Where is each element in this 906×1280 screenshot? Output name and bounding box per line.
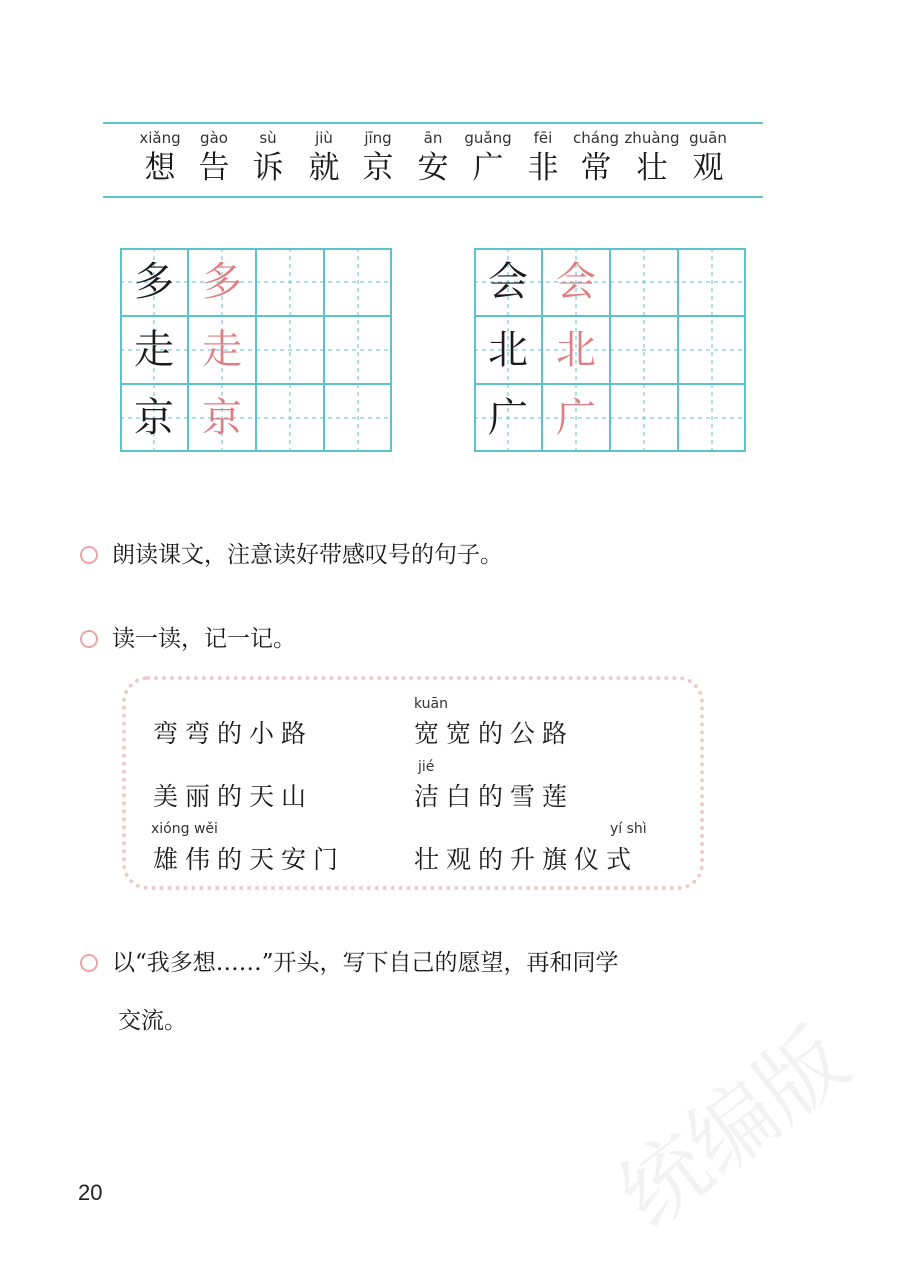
vocab-item: [680, 128, 736, 188]
vocab-char: 壮: [636, 150, 668, 186]
phrase-pinyin: jié: [418, 759, 435, 775]
trace-char: 北: [556, 327, 596, 373]
phrase: 洁白的雪莲: [414, 782, 575, 811]
trace-char: 走: [202, 327, 242, 373]
trace-char: 广: [556, 395, 596, 441]
vocab-item: [350, 128, 406, 188]
model-char: 京: [134, 395, 174, 441]
instruction-write: [80, 946, 619, 980]
vocab-pinyin: sù: [259, 129, 277, 147]
vocab-char: 常: [580, 150, 612, 186]
vocab-pinyin: jīng: [364, 129, 392, 147]
vocab-char: 广: [472, 150, 504, 186]
vocab-char: 诉: [252, 150, 284, 186]
model-char: 多: [134, 259, 174, 305]
vocab-pinyin: xiǎng: [139, 129, 181, 147]
vocab-char: 安: [417, 150, 449, 186]
trace-char: 多: [202, 259, 242, 305]
vocab-pinyin: fēi: [533, 129, 553, 147]
phrase-pinyin: yí shì: [610, 821, 647, 837]
vocab-item: [240, 128, 296, 188]
vocab-pinyin: guān: [689, 129, 727, 147]
model-char: 广: [488, 395, 528, 441]
writing-grid-left: [120, 248, 392, 452]
trace-char: 京: [202, 395, 242, 441]
vocab-item: [624, 128, 680, 188]
vocab-item: [186, 128, 242, 188]
watermark: 统编版: [601, 1009, 867, 1248]
model-char: 北: [488, 327, 528, 373]
phrase: 壮观的升旗仪式: [414, 845, 639, 874]
phrase: 美丽的天山: [153, 782, 314, 811]
phrase-pinyin: xióng wěi: [151, 821, 218, 837]
model-char: 会: [488, 259, 528, 305]
circle-bullet-icon: [80, 630, 98, 648]
vocab-item: [568, 128, 624, 188]
instruction-read-aloud: [80, 538, 503, 572]
vocab-top-rule: [103, 122, 763, 124]
vocab-char: 告: [198, 150, 230, 186]
trace-char: 会: [556, 259, 596, 305]
instruction-text: 读一读，记一记。: [112, 626, 296, 652]
page-number: 20: [78, 1180, 103, 1205]
vocab-item: [296, 128, 352, 188]
vocab-char: 就: [308, 150, 340, 186]
vocab-bottom-rule: [103, 196, 763, 198]
vocab-char: 观: [692, 150, 724, 186]
vocab-item: [405, 128, 461, 188]
writing-grid-right: [474, 248, 746, 452]
vocab-item: [132, 128, 188, 188]
phrase-pinyin: kuān: [414, 696, 449, 712]
vocab-item: [460, 128, 516, 188]
vocab-pinyin: cháng: [573, 129, 619, 147]
instruction-read-remember: [80, 622, 296, 656]
vocab-item: [515, 128, 571, 188]
circle-bullet-icon: [80, 546, 98, 564]
vocab-pinyin: ān: [423, 129, 443, 147]
vocab-pinyin: gào: [200, 129, 228, 147]
vocab-char: 非: [527, 150, 559, 186]
vocab-pinyin: jiù: [315, 129, 333, 147]
vocab-char: 想: [144, 150, 176, 186]
phrase: 雄伟的天安门: [153, 845, 346, 874]
model-char: 走: [134, 327, 174, 373]
circle-bullet-icon: [80, 954, 98, 972]
instruction-text-continued: 交流。: [118, 1008, 187, 1034]
instruction-text: 朗读课文，注意读好带感叹号的句子。: [112, 542, 503, 568]
vocab-char: 京: [362, 150, 394, 186]
instruction-text: 以“我多想……”开头，写下自己的愿望，再和同学: [112, 950, 619, 976]
vocab-pinyin: guǎng: [464, 129, 512, 147]
vocab-pinyin: zhuàng: [624, 129, 680, 147]
phrase: 宽宽的公路: [414, 719, 575, 748]
phrase: 弯弯的小路: [153, 719, 314, 748]
